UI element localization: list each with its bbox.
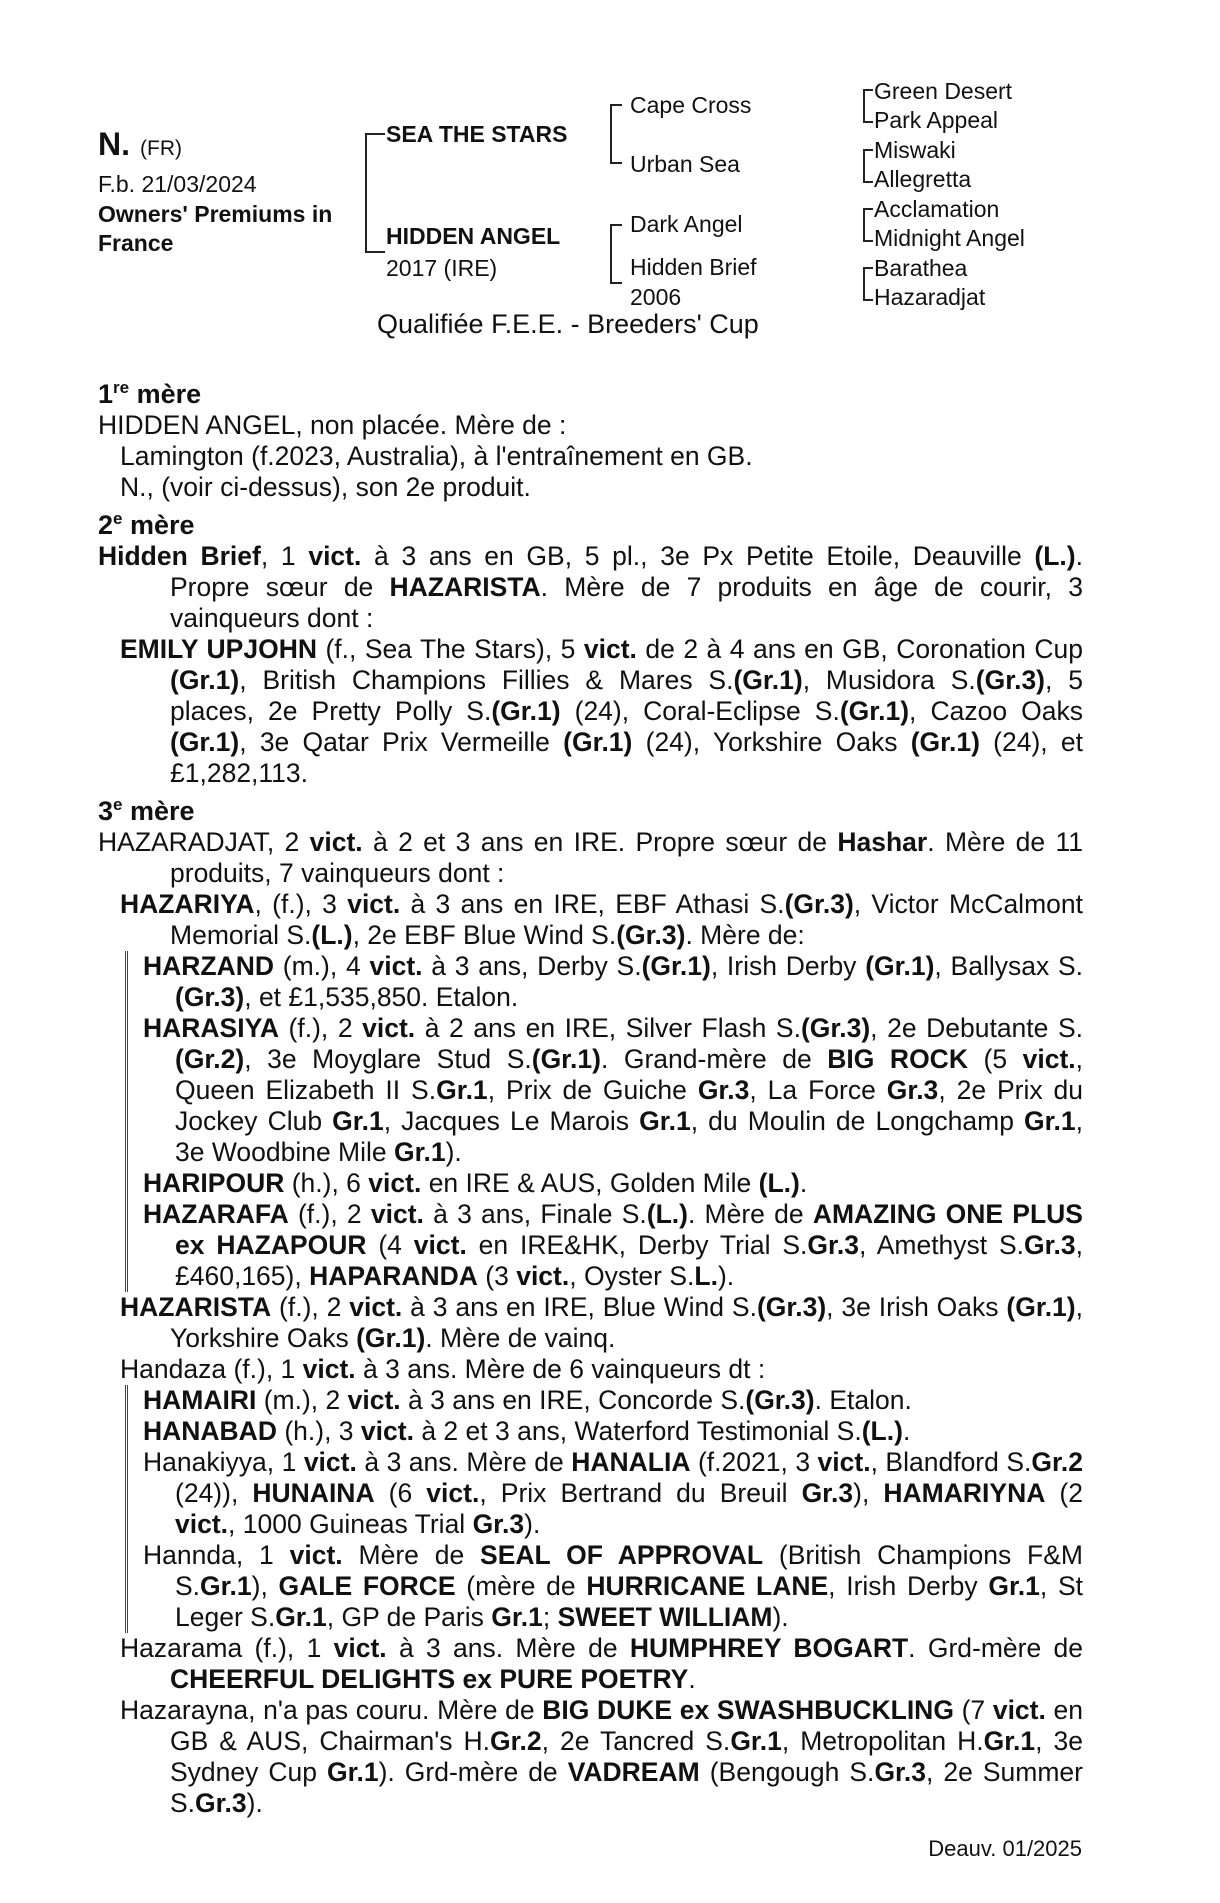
horse-name-line <box>98 126 182 163</box>
emily-upjohn-entry: EMILY UPJOHN (f., Sea The Stars), 5 vict. de 2 à 4 ans en GB, Coronation Cup (Gr.1), British Champions Fillies & Mares S.(Gr.1), Musidora S.(Gr.3), 5 places, 2e Pretty Polly S.(Gr.1) (24), Coral-Eclipse S.(Gr.1), Cazoo Oaks (Gr.1), 3e Qatar Prix Vermeille (Gr.1) (24), Yorkshire Oaks (Gr.1) (24), et £1,282,113. <box>120 634 1083 788</box>
pedigree-bracket-sire <box>610 104 622 164</box>
first-dam-produce-1: Lamington (f.2023, Australia), à l'entraînement en GB. <box>120 441 753 471</box>
horse-origin: (FR) <box>140 137 182 160</box>
hannda-entry: Hannda, 1 vict. Mère de SEAL OF APPROVAL (British Champions F&M S.Gr.1), GALE FORCE (mère de HURRICANE LANE, Irish Derby Gr.1, St Leger S.Gr.1, GP de Paris Gr.1; SWEET WILLIAM). <box>143 1540 1084 1632</box>
sire-sire: Cape Cross <box>630 92 752 118</box>
dam-sire: Dark Angel <box>630 211 743 237</box>
pedigree-bracket-g3-4 <box>863 267 873 301</box>
hazarayna-entry: Hazarayna, n'a pas couru. Mère de BIG DUKE ex SWASHBUCKLING (7 vict. en GB & AUS, Chairman's H.Gr.2, 2e Tancred S.Gr.1, Metropolitan H.Gr.1, 3e Sydney Cup Gr.1). Grd-mère de VADREAM (Bengough S.Gr.3, 2e Summer S.Gr.3). <box>120 1695 1084 1818</box>
hanabad-entry: HANABAD (h.), 3 vict. à 2 et 3 ans, Waterford Testimonial S.(L.). <box>143 1416 911 1446</box>
pedigree-notes <box>98 372 1083 1819</box>
third-dam-text: HAZARADJAT, 2 vict. à 2 et 3 ans en IRE. Propre sœur de Hashar. Mère de 11 produits, 7 vainqueurs dont : <box>98 827 1083 888</box>
handaza-produce <box>125 1385 1083 1633</box>
hamairi-entry: HAMAIRI (m.), 2 vict. à 3 ans en IRE, Concorde S.(Gr.3). Etalon. <box>143 1385 912 1415</box>
sire-dam: Urban Sea <box>630 151 740 177</box>
hazarama-entry: Hazarama (f.), 1 vict. à 3 ans. Mère de HUMPHREY BOGART. Grd-mère de CHEERFUL DELIGHTS ex PURE POETRY. <box>120 1633 1083 1694</box>
dam-dam: Hidden Brief <box>630 254 757 280</box>
first-dam-produce-2: N., (voir ci-dessus), son 2e produit. <box>120 472 531 502</box>
gen3-3: Miswaki <box>874 137 956 163</box>
hazarista-entry: HAZARISTA (f.), 2 vict. à 3 ans en IRE, Blue Wind S.(Gr.3), 3e Irish Oaks (Gr.1), Yorkshire Oaks (Gr.1). Mère de vainq. <box>120 1292 1083 1353</box>
pedigree-bracket-dam <box>610 224 622 284</box>
birth-info: F.b. 21/03/2024 <box>98 171 257 197</box>
handaza-entry: Handaza (f.), 1 vict. à 3 ans. Mère de 6 vainqueurs dt : <box>120 1354 766 1384</box>
gen3-5: Acclamation <box>874 196 1000 222</box>
gen3-8: Hazaradjat <box>874 284 986 310</box>
premium-line-1: Owners' Premiums in <box>98 201 333 227</box>
hazariya-entry: HAZARIYA, (f.), 3 vict. à 3 ans en IRE, EBF Athasi S.(Gr.3), Victor McCalmont Memorial S.(L.), 2e EBF Blue Wind S.(Gr.3). Mère de: <box>120 889 1083 950</box>
gen3-2: Park Appeal <box>874 107 999 133</box>
gen3-7: Barathea <box>874 255 968 281</box>
heading-first-dam: 1re mère <box>98 378 202 409</box>
qualification-line: Qualifiée F.E.E. - Breeders' Cup <box>377 309 759 339</box>
haripour-entry: HARIPOUR (h.), 6 vict. en IRE & AUS, Golden Mile (L.). <box>143 1168 808 1198</box>
heading-second-dam: 2e mère <box>98 509 195 540</box>
footer-reference: Deauv. 01/2025 <box>928 1836 1082 1861</box>
pedigree-bracket-g3-2 <box>863 149 873 183</box>
dam-name: HIDDEN ANGEL <box>386 223 561 249</box>
sire-name: SEA THE STARS <box>386 121 568 147</box>
pedigree-bracket-g3-1 <box>863 89 873 123</box>
pedigree-bracket-g3-3 <box>863 208 873 242</box>
pedigree-bracket-main <box>365 133 385 253</box>
gen3-4: Allegretta <box>874 166 972 192</box>
hanakiyya-entry: Hanakiyya, 1 vict. à 3 ans. Mère de HANALIA (f.2021, 3 vict., Blandford S.Gr.2 (24)), HUNAINA (6 vict., Prix Bertrand du Breuil Gr.3), HAMARIYNA (2 vict., 1000 Guineas Trial Gr.3). <box>143 1447 1083 1539</box>
hazarafa-entry: HAZARAFA (f.), 2 vict. à 3 ans, Finale S.(L.). Mère de AMAZING ONE PLUS ex HAZAPOUR (4 vict. en IRE&HK, Derby Trial S.Gr.3, Amethyst S.Gr.3, £460,165), HAPARANDA (3 vict., Oyster S.L.). <box>143 1199 1083 1291</box>
first-dam-text: HIDDEN ANGEL, non placée. Mère de : <box>98 410 567 440</box>
harasiya-entry: HARASIYA (f.), 2 vict. à 2 ans en IRE, Silver Flash S.(Gr.3), 2e Debutante S.(Gr.2), 3e Moyglare Stud S.(Gr.1). Grand-mère de BIG ROCK (5 vict., Queen Elizabeth II S.Gr.1, Prix de Guiche Gr.3, La Force Gr.3, 2e Prix du Jockey Club Gr.1, Jacques Le Marois Gr.1, du Moulin de Longchamp Gr.1, 3e Woodbine Mile Gr.1). <box>143 1013 1084 1167</box>
gen3-1: Green Desert <box>874 78 1013 104</box>
dam-dam-year: 2006 <box>630 284 682 310</box>
harzand-entry: HARZAND (m.), 4 vict. à 3 ans, Derby S.(Gr.1), Irish Derby (Gr.1), Ballysax S.(Gr.3), et £1,535,850. Etalon. <box>143 951 1084 1012</box>
gen3-6: Midnight Angel <box>874 225 1025 251</box>
dam-info: 2017 (IRE) <box>386 255 498 281</box>
horse-name: N. <box>98 126 130 162</box>
premium-line-2: France <box>98 230 174 256</box>
second-dam-text: Hidden Brief, 1 vict. à 3 ans en GB, 5 pl., 3e Px Petite Etoile, Deauville (L.). Propre sœur de HAZARISTA. Mère de 7 produits en âge de courir, 3 vainqueurs dont : <box>98 541 1084 633</box>
hazariya-produce <box>125 951 1083 1292</box>
heading-third-dam: 3e mère <box>98 795 195 826</box>
